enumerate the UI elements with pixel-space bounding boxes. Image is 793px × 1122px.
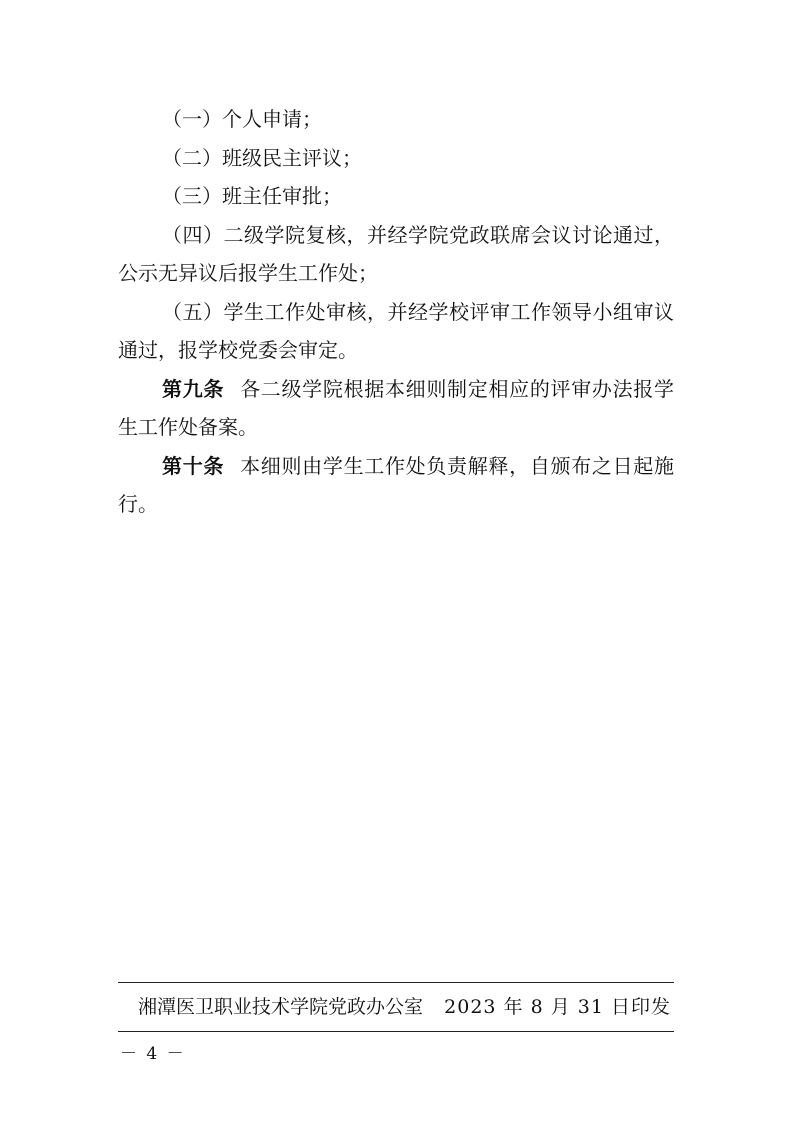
procedure-step-1: （一）个人申请； [162, 107, 322, 131]
procedure-step-2: （二）班级民主评议； [162, 145, 362, 170]
article-10-label: 第十条 [162, 453, 225, 478]
article-9-text: 各二级学院根据本细则制定相应的评审办法报学生工作处备案。 [118, 376, 675, 439]
article-9 [118, 370, 674, 447]
procedure-step-4: （四）二级学院复核，并经学院党政联席会议讨论通过，公示无异议后报学生工作处； [118, 222, 674, 285]
footer-bottom-rule [118, 1031, 674, 1032]
article-9-label: 第九条 [162, 376, 225, 401]
issue-date: 2023 年 8 月 31 日印发 [444, 996, 671, 1018]
procedure-step-3: （三）班主任审批； [162, 184, 342, 208]
page-number: － 4 － [120, 1044, 186, 1064]
article-10-text: 本细则由学生工作处负责解释，自颁布之日起施行。 [118, 453, 675, 516]
document-body [118, 100, 674, 524]
issuing-office: 湘潭医卫职业技术学院党政办公室 [138, 996, 424, 1018]
article-10 [118, 447, 674, 524]
procedure-step-5: （五）学生工作处审核，并经学校评审工作领导小组审议通过，报学校党委会审定。 [118, 299, 674, 362]
footer-top-rule [118, 982, 674, 983]
